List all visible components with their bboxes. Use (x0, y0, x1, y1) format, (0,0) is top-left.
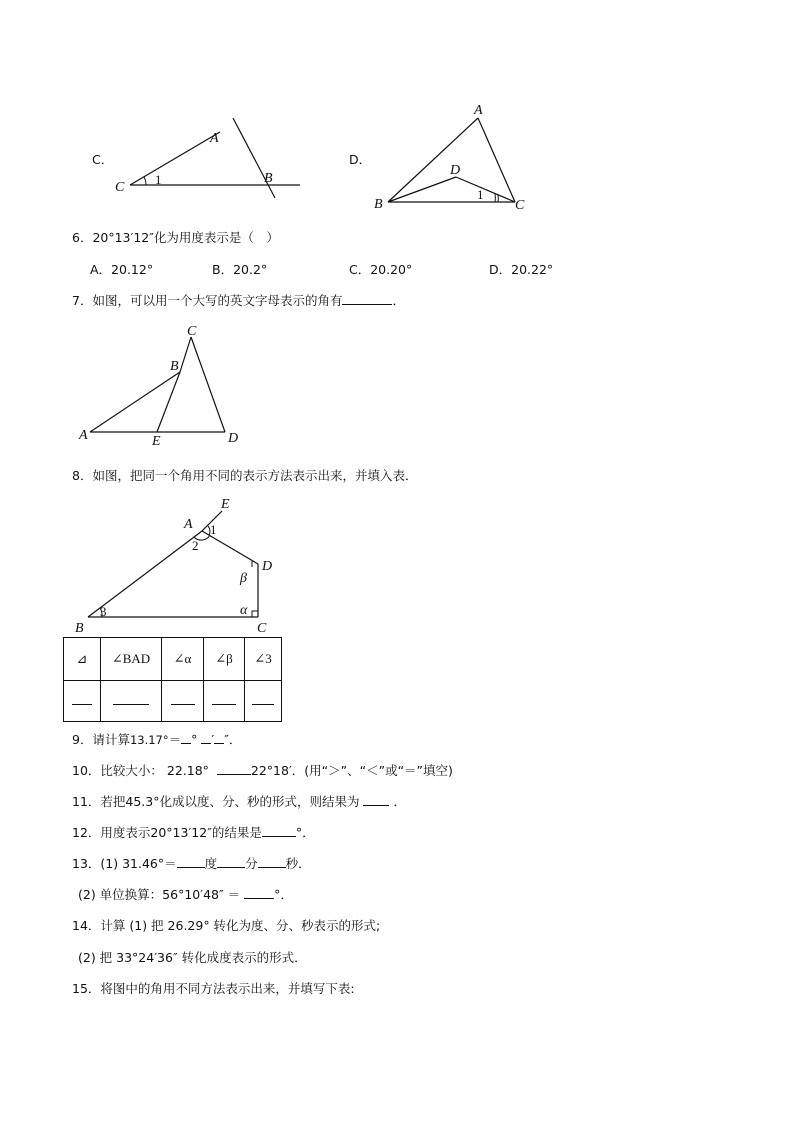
q6-option-a: A．20.12° (90, 262, 154, 277)
q7-text (72, 291, 405, 309)
table-row (64, 681, 282, 722)
q10-answer-blank[interactable] (217, 774, 251, 775)
figure-q8 (70, 490, 290, 636)
q14-part1: 14．计算 (1) 把 26.29° 转化为度、分、秒表示的形式; (72, 918, 381, 933)
fig-d-label-c: C (515, 198, 525, 213)
q13-second-blank[interactable] (258, 867, 286, 868)
q13-part2 (78, 885, 293, 903)
q8-angle-table (63, 637, 282, 722)
q8-label-e: E (221, 497, 230, 512)
q11-text (72, 792, 406, 810)
q7-label-a: A (79, 428, 88, 443)
q8-label-d: D (262, 559, 273, 574)
fig-d-label-a: A (474, 103, 483, 118)
figure-c (110, 110, 310, 200)
q7-text-after: ． (392, 293, 405, 308)
q13-minute-unit: 分 (245, 856, 258, 871)
q8-label-b: B (75, 621, 84, 636)
q13-part1 (72, 854, 311, 872)
table-header-cell: ∠β (204, 638, 245, 681)
q8-label-1: 1 (210, 522, 217, 537)
q9-text-after: ． (228, 732, 242, 747)
q14-part2: (2) 把 33°24′36″ 转化成度表示的形式． (78, 950, 307, 965)
q12-text-after: °． (295, 825, 315, 840)
q11-answer-blank[interactable] (363, 805, 389, 806)
figure-d (370, 100, 540, 215)
fig-d-label-1: 1 (477, 187, 484, 202)
table-answer-cell[interactable] (162, 681, 204, 722)
q8-label-2: 2 (192, 538, 199, 553)
q10-left: 22.18° (166, 763, 209, 778)
q13-degree-unit: 度 (204, 856, 218, 871)
q10-text-before: 10．比较大小： (72, 763, 163, 778)
q13-part1-after: ． (298, 856, 311, 871)
q8-label-c: C (257, 621, 267, 636)
fig-c-label-c: C (115, 180, 125, 195)
q7-text-before: 7．如图，可以用一个大写的英文字母表示的角有 (72, 293, 343, 308)
q11-text-after: ． (393, 794, 406, 809)
q9-text-mid: ＝ (168, 732, 182, 747)
q9-text (72, 730, 241, 748)
q9-degree-symbol: ° (191, 732, 198, 747)
table-header-cell: ∠3 (245, 638, 282, 681)
q9-second-blank[interactable] (214, 743, 224, 744)
q13-part1-before: 13．(1) 31.46°＝ (72, 856, 177, 871)
q12-text-before: 12．用度表示20°13′12″的结果是 (72, 825, 262, 840)
q6-option-b: B．20.2° (212, 262, 268, 277)
table-header-cell: ∠α (162, 638, 204, 681)
q13-minute-blank[interactable] (217, 867, 245, 868)
q9-text-before: 9．请计算 (72, 732, 130, 747)
q13-second-unit: 秒 (285, 856, 299, 871)
table-header-cell: ⊿ (64, 638, 101, 681)
q8-label-beta: β (240, 571, 247, 586)
q12-text (72, 823, 315, 841)
q7-answer-blank[interactable] (342, 304, 392, 305)
table-row (64, 638, 282, 681)
q9-minute-symbol: ′ (211, 732, 215, 747)
table-header-cell: ∠BAD (101, 638, 162, 681)
q12-answer-blank[interactable] (262, 836, 296, 837)
q7-label-b: B (170, 359, 179, 374)
table-answer-cell[interactable] (245, 681, 282, 722)
q13-part2-before: (2) 单位换算：56°10′48″ ＝ (78, 887, 241, 902)
q9-value: 13.17° (129, 733, 169, 747)
q6-option-d: D．20.22° (489, 262, 554, 277)
q15-text: 15．将图中的角用不同方法表示出来，并填写下表: (72, 981, 355, 996)
option-c-label: C． (92, 152, 114, 167)
table-answer-cell[interactable] (101, 681, 162, 722)
fig-c-label-a: A (210, 131, 219, 146)
q8-label-a: A (184, 517, 193, 532)
q7-label-c: C (187, 324, 197, 339)
fig-d-label-b: B (374, 197, 383, 212)
q8-text: 8．如图，把同一个角用不同的表示方法表示出来，并填入表． (72, 468, 418, 483)
q10-text (72, 761, 453, 779)
q13-part2-after: °． (274, 887, 293, 902)
table-answer-cell[interactable] (204, 681, 245, 722)
fig-d-label-d: D (450, 163, 461, 178)
q13-degree-blank[interactable] (177, 867, 205, 868)
q6-text: 6．20°13′12″化为用度表示是（ ） (72, 230, 279, 245)
q11-text-before: 11．若把45.3°化成以度、分、秒的形式，则结果为 (72, 794, 360, 809)
q9-minute-blank[interactable] (201, 743, 211, 744)
q10-text-after: ．(用“＞”、“＜”或“＝”填空) (291, 763, 453, 778)
q13-part2-blank[interactable] (244, 898, 274, 899)
table-answer-cell[interactable] (64, 681, 101, 722)
q9-degree-blank[interactable] (181, 743, 191, 744)
q6-option-c: C．20.20° (349, 262, 413, 277)
q8-label-alpha: α (240, 603, 248, 618)
figure-q7 (75, 320, 255, 450)
option-d-label: D． (349, 152, 372, 167)
q8-label-3: 3 (100, 604, 107, 619)
fig-c-label-b: B (264, 171, 273, 186)
q10-right: 22°18′ (250, 763, 292, 778)
q7-label-e: E (152, 434, 161, 449)
fig-c-label-1: 1 (155, 172, 162, 187)
q9-second-symbol: ″ (224, 732, 229, 747)
q7-label-d: D (228, 431, 239, 446)
